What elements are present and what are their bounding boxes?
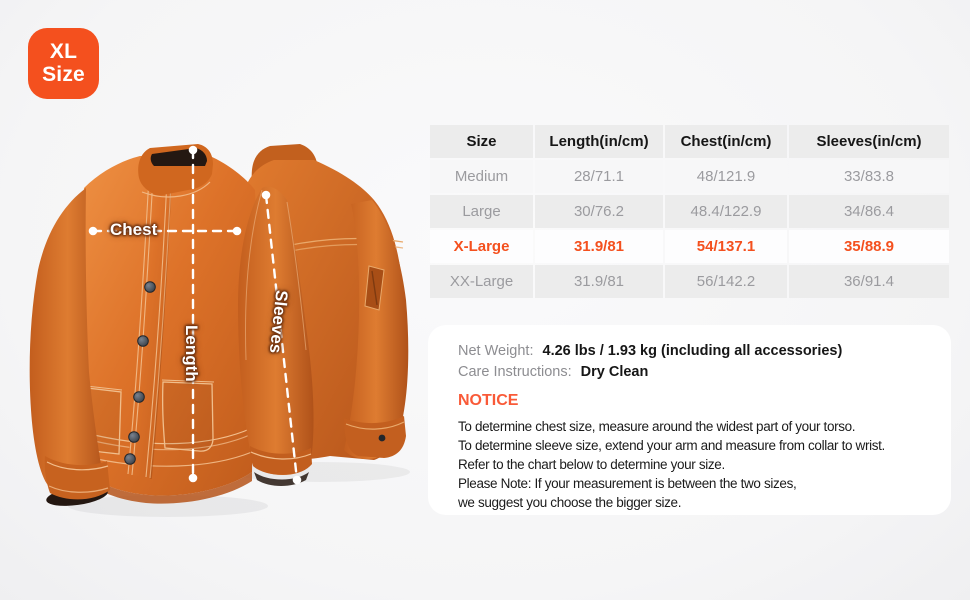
size-table (428, 123, 951, 300)
column-header-size: Size (430, 125, 533, 158)
badge-size-text: XL (49, 39, 78, 63)
care-instructions-value: Dry Clean (580, 364, 649, 380)
care-instructions-label: Care Instructions: (458, 364, 572, 380)
table-cell: 30/76.2 (535, 195, 663, 228)
notice-line: Please Note: If your measurement is between the two sizes, (458, 476, 797, 491)
badge-size-label: Size (42, 62, 85, 86)
notice-title: NOTICE (458, 392, 519, 409)
net-weight-row (458, 343, 933, 359)
size-badge (28, 28, 99, 99)
care-instructions-row (458, 364, 933, 380)
table-cell: 35/88.9 (789, 230, 949, 263)
table-cell: XX-Large (430, 265, 533, 298)
table-header-row (430, 125, 949, 158)
front-jacket (30, 144, 257, 509)
table-cell: 33/83.8 (789, 160, 949, 193)
net-weight-value: 4.26 lbs / 1.93 kg (including all accessories) (542, 343, 843, 359)
measure-label-sleeves: Sleeves (265, 289, 292, 355)
notice-line: we suggest you choose the bigger size. (458, 495, 682, 510)
notice-text (458, 417, 933, 512)
measure-label-chest: Chest (110, 220, 158, 239)
table-cell: 54/137.1 (665, 230, 787, 263)
notice-line: To determine sleeve size, extend your arm and measure from collar to wrist. (458, 438, 885, 453)
table-row-x-large-highlighted (430, 230, 949, 263)
table-row-medium (430, 160, 949, 193)
column-header-chest: Chest(in/cm) (665, 125, 787, 158)
notice-line: To determine chest size, measure around the widest part of your torso. (458, 419, 856, 434)
table-cell: 34/86.4 (789, 195, 949, 228)
column-header-length: Length(in/cm) (535, 125, 663, 158)
table-cell: 31.9/81 (535, 265, 663, 298)
table-row-xx-large (430, 265, 949, 298)
table-cell: Medium (430, 160, 533, 193)
table-cell: 48/121.9 (665, 160, 787, 193)
table-cell: Large (430, 195, 533, 228)
table-cell: X-Large (430, 230, 533, 263)
net-weight-label: Net Weight: (458, 343, 534, 359)
table-cell: 28/71.1 (535, 160, 663, 193)
table-cell: 36/91.4 (789, 265, 949, 298)
product-photo (0, 120, 430, 600)
notice-line: Refer to the chart below to determine your size. (458, 457, 725, 472)
column-header-sleeves: Sleeves(in/cm) (789, 125, 949, 158)
table-cell: 48.4/122.9 (665, 195, 787, 228)
table-cell: 56/142.2 (665, 265, 787, 298)
table-cell: 31.9/81 (535, 230, 663, 263)
jacket-illustration (0, 120, 430, 600)
measure-label-length: Length (182, 325, 201, 382)
info-card (428, 325, 951, 515)
table-row-large (430, 195, 949, 228)
